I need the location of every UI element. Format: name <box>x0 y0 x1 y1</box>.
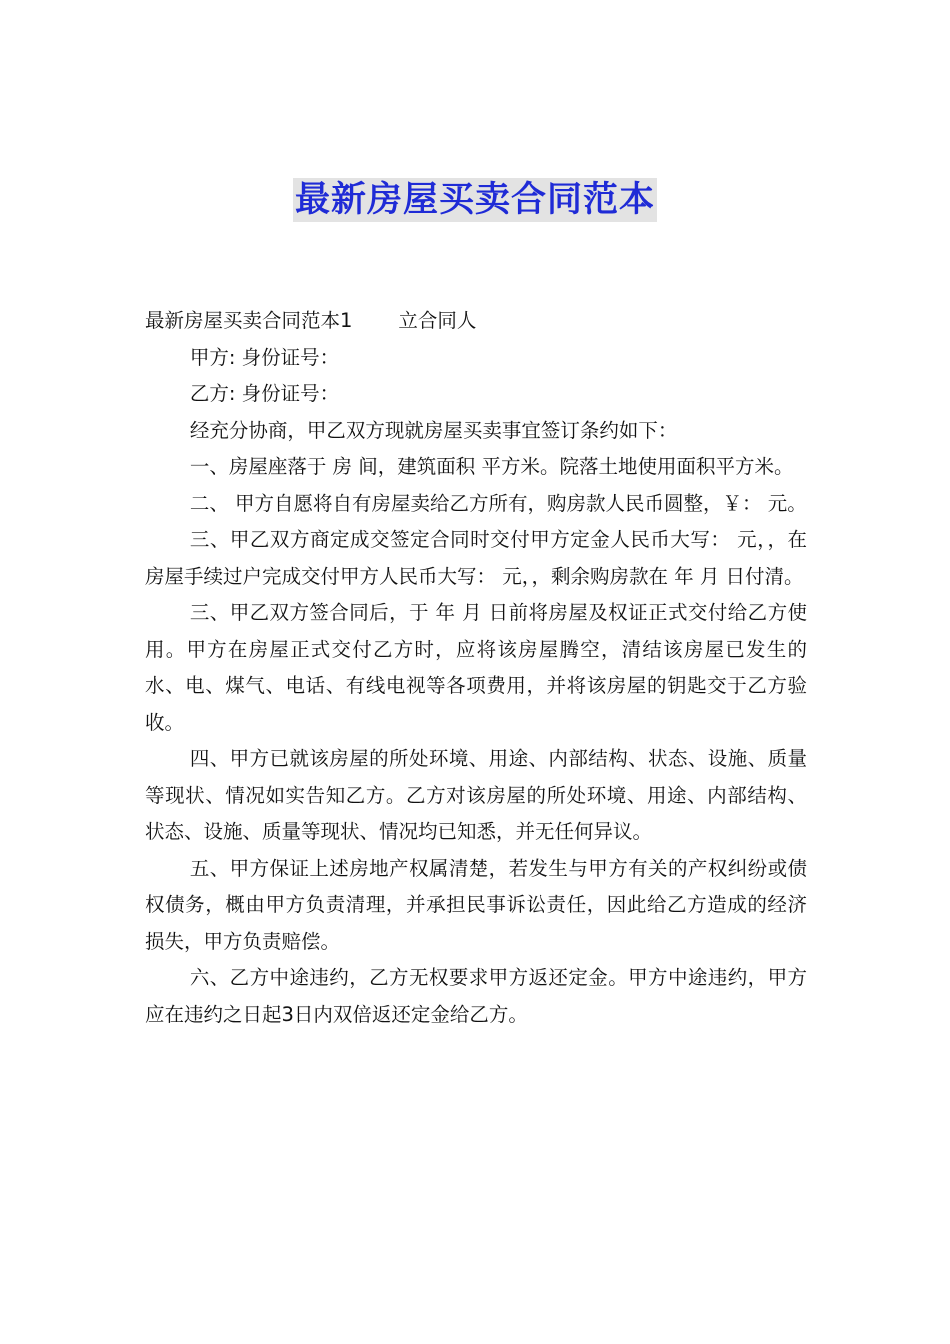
contract-parties-heading: 立合同人 <box>398 309 477 332</box>
intro-line <box>145 303 807 340</box>
clause-2: 二、 甲方自愿将自有房屋卖给乙方所有，购房款人民币圆整，￥： 元。 <box>189 491 807 515</box>
clause-6: 六、乙方中途违约，乙方无权要求甲方返还定金。甲方中途违约，甲方应在违约之日起3日内双倍返还定金给乙方。 <box>145 966 807 1026</box>
document-body <box>145 303 807 1033</box>
contract-subtitle: 最新房屋买卖合同范本1 <box>145 309 353 332</box>
clause-3a: 三、甲乙双方商定成交签定合同时交付甲方定金人民币大写： 元，，在房屋手续过户完成交付甲方人民币大写： 元，，剩余购房款在 年 月 日付清。 <box>145 528 807 588</box>
party-a-line: 甲方: 身份证号： <box>189 345 340 369</box>
party-b-line: 乙方: 身份证号： <box>189 382 340 405</box>
clause-3b: 三、甲乙双方签合同后，于 年 月 日前将房屋及权证正式交付给乙方使用。甲方在房屋正式交付乙方时，应将该房屋腾空，清结该房屋已发生的水、电、煤气、电话、有线电视等各项费用，并将该房屋的钥匙交于乙方验收。 <box>145 601 807 734</box>
clause-4: 四、甲方已就该房屋的所处环境、用途、内部结构、状态、设施、质量等现状、情况如实告知乙方。乙方对该房屋的所处环境、用途、内部结构、状态、设施、质量等现状、情况均已知悉，并无任何异议。 <box>145 747 807 843</box>
title-container <box>0 178 950 222</box>
document-title: 最新房屋买卖合同范本 <box>294 180 655 220</box>
clause-5: 五、甲方保证上述房地产权属清楚，若发生与甲方有关的产权纠纷或债权债务，概由甲方负责清理，并承担民事诉讼责任，因此给乙方造成的经济损失，甲方负责赔偿。 <box>145 856 807 953</box>
clause-1: 一、房屋座落于 房 间，建筑面积 平方米。院落土地使用面积平方米。 <box>189 455 794 478</box>
preamble-paragraph: 经充分协商，甲乙双方现就房屋买卖事宜签订条约如下： <box>189 418 678 442</box>
